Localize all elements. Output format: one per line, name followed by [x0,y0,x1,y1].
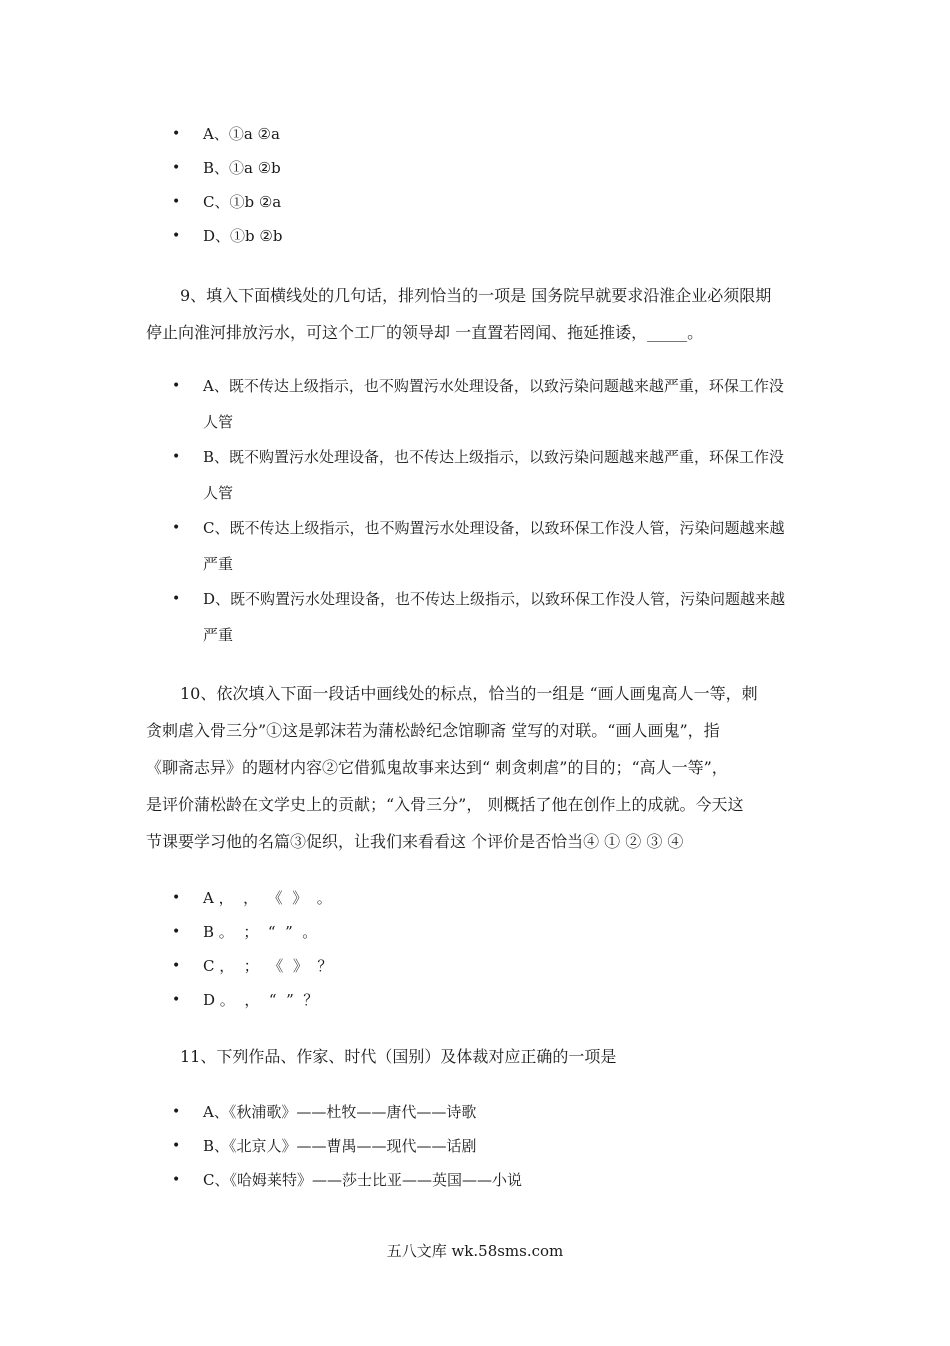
q10-option-c[interactable]: • C ， ； 《 》 ？ [0,949,793,983]
q11-stem [146,1038,806,1075]
q10-option-b[interactable]: • B 。 ； “ ” 。 [0,915,793,949]
q8-option-a[interactable]: • A、①a ②a [0,117,793,151]
q10-stem-line-2: 贪刺虐入骨三分”①这是郭沫若为蒲松龄纪念馆聊斋 堂写的对联。“画人画鬼”，指 [146,721,720,740]
bullet-icon: • [172,449,181,465]
q9-stem [146,277,806,351]
bullet-icon: • [172,1172,181,1188]
q10-stem-line-1: 10、依次填入下面一段话中画线处的标点，恰当的一组是 “画人画鬼高人一等，刺 [180,684,758,703]
page-footer: 五八文库 wk.58sms.com [386,1242,564,1260]
q10-stem [146,675,806,860]
q11-option-c[interactable]: • C、《哈姆莱特》——莎士比亚——英国——小说 [0,1163,793,1197]
bullet-icon: • [172,890,181,906]
bullet-icon: • [172,992,181,1008]
bullet-icon: • [172,1138,181,1154]
q9-option-b[interactable]: • B、既不购置污水处理设备，也不传达上级指示，以致污染问题越来越严重，环保工作没人管 [0,439,793,511]
q11-option-a[interactable]: • A、《秋浦歌》——杜牧——唐代——诗歌 [0,1095,793,1129]
bullet-icon: • [172,591,181,607]
bullet-icon: • [172,958,181,974]
q10-stem-line-4: 是评价蒲松龄在文学史上的贡献；“入骨三分”， 则概括了他在创作上的成就。今天这 [146,795,744,814]
q10-options [0,881,950,1017]
q11-stem-line-1: 11、下列作品、作家、时代（国别）及体裁对应正确的一项是 [180,1047,617,1066]
q11-options [0,1095,950,1197]
q8-option-d[interactable]: • D、①b ②b [0,219,793,253]
q8-option-c[interactable]: • C、①b ②a [0,185,793,219]
q9-option-a[interactable]: • A、既不传达上级指示，也不购置污水处理设备，以致污染问题越来越严重，环保工作没人管 [0,368,793,440]
q10-option-d[interactable]: • D 。 ， “ ” ？ [0,983,793,1017]
q9-option-c[interactable]: • C、既不传达上级指示，也不购置污水处理设备，以致环保工作没人管，污染问题越来越严重 [0,510,793,582]
bullet-icon: • [172,924,181,940]
bullet-icon: • [172,160,181,176]
q11-option-b[interactable]: • B、《北京人》——曹禺——现代——话剧 [0,1129,793,1163]
q8-option-b[interactable]: • B、①a ②b [0,151,793,185]
q9-option-d[interactable]: • D、既不购置污水处理设备，也不传达上级指示，以致环保工作没人管，污染问题越来越严重 [0,581,793,653]
q10-stem-line-5: 节课要学习他的名篇③促织，让我们来看看这 个评价是否恰当④ ① ② ③ ④ [146,832,684,851]
bullet-icon: • [172,228,181,244]
q9-stem-line-1: 9、填入下面横线处的几句话，排列恰当的一项是 国务院早就要求沿淮企业必须限期 [180,286,772,305]
q8-options [0,117,950,253]
q9-stem-line-2: 停止向淮河排放污水，可这个工厂的领导却 一直置若罔闻、拖延推诿，_____。 [146,323,704,342]
q10-stem-line-3: 《聊斋志异》的题材内容②它借狐鬼故事来达到“ 刺贪刺虐”的目的；“高人一等”， [146,758,728,777]
q9-options [0,368,950,652]
bullet-icon: • [172,126,181,142]
bullet-icon: • [172,378,181,394]
bullet-icon: • [172,520,181,536]
bullet-icon: • [172,194,181,210]
bullet-icon: • [172,1104,181,1120]
q10-option-a[interactable]: • A ， ， 《 》 。 [0,881,793,915]
